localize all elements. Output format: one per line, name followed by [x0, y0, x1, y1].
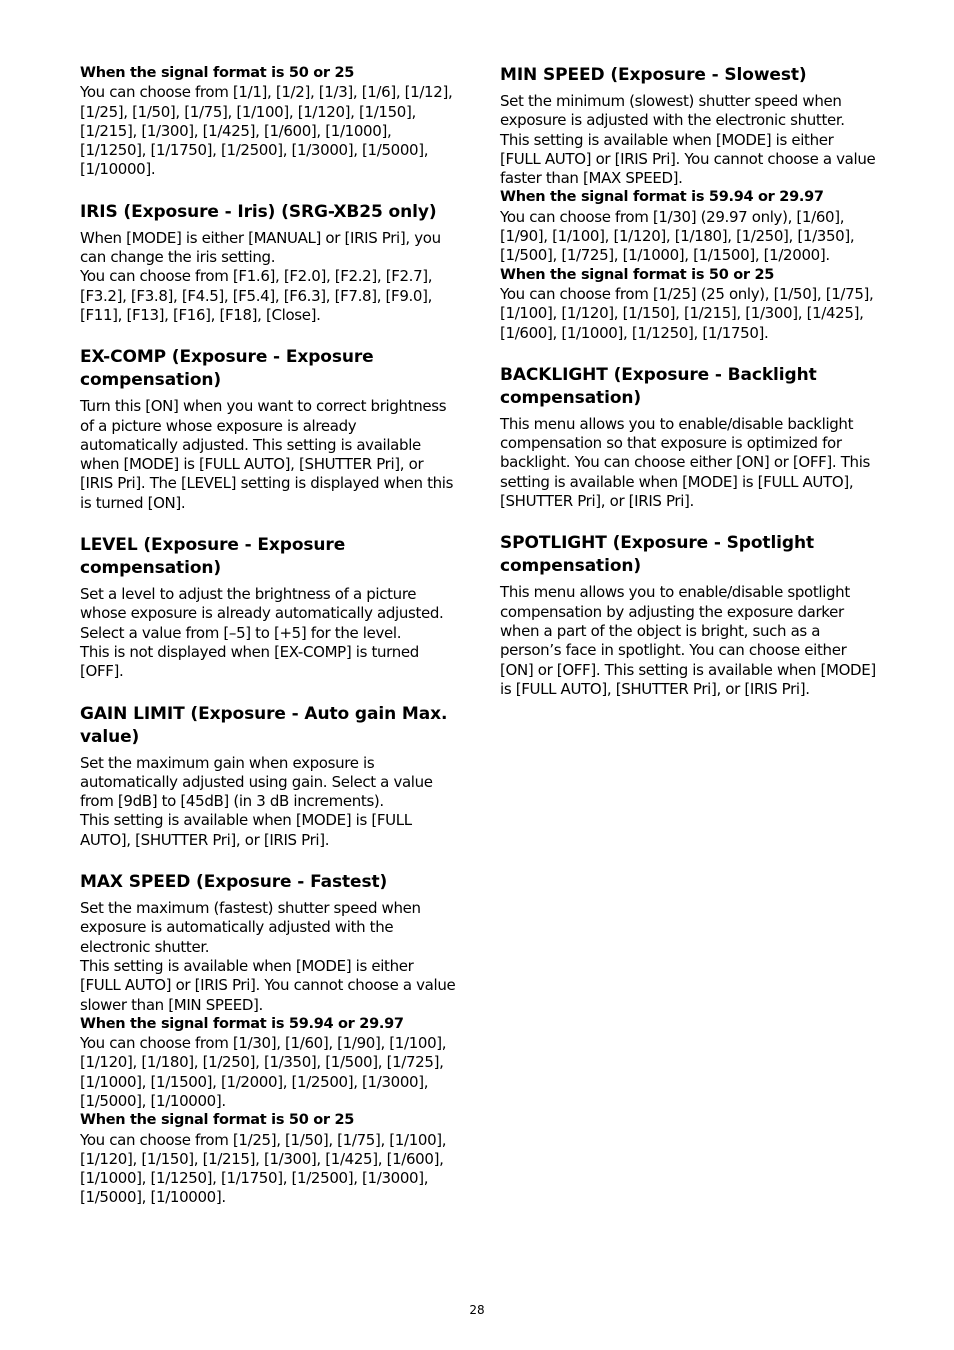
section-title: SPOTLIGHT (Exposure - Spotlight compensation): [500, 533, 814, 577]
level-section: [80, 534, 456, 681]
paragraph: Set the maximum (fastest) shutter speed when exposure is automatically adjusted with the electronic shutter.: [80, 899, 421, 956]
paragraph: This setting is available when [MODE] is [FULL AUTO], [SHUTTER Pri], or [IRIS Pri].: [80, 811, 412, 849]
paragraph: You can choose from [1/1], [1/2], [1/3], [1/6], [1/12], [1/25], [1/50], [1/75], [1/100], [1/120], [1/150], [1/215], [1/300], [1/425], [1/600], [1/1000], [1/1250], [1/1750], [1/2500], [1/3000], [1/5000], [1/10000].: [80, 83, 453, 179]
min-speed-section: [500, 64, 876, 343]
page-number: 28: [469, 1303, 485, 1317]
section-title: MIN SPEED (Exposure - Slowest): [500, 65, 807, 85]
paragraph: This is not displayed when [EX-COMP] is turned [OFF].: [80, 642, 419, 681]
section-title: IRIS (Exposure - Iris) (SRG-XB25 only): [80, 201, 437, 222]
paragraph: You can choose from [1/25] (25 only), [1/50], [1/75], [1/100], [1/120], [1/150], [1/215], [1/300], [1/425], [1/600], [1/1000], [1/1250], [1/1750].: [500, 284, 874, 342]
paragraph: You can choose from [1/30], [1/60], [1/90], [1/100], [1/120], [1/180], [1/250], [1/350], [1/500], [1/725], [1/1000], [1/1500], [1/2000], [1/2500], [1/3000], [1/5000], [1/10000].: [80, 1034, 447, 1110]
section-title: GAIN LIMIT (Exposure - Auto gain Max. value): [80, 703, 448, 747]
shutter-50-25-section: [80, 64, 456, 180]
paragraph: This menu allows you to enable/disable spotlight compensation by adjusting the exposure darker when a part of the object is bright, such as a person’s face in spotlight. You can choose either [ON] or [OFF]. This setting is available when [MODE] is [FULL AUTO], [SHUTTER Pri], or [IRIS Pri].: [500, 583, 876, 698]
paragraph: This setting is available when [MODE] is either [FULL AUTO] or [IRIS Pri]. You cannot choose a value slower than [MIN SPEED].: [80, 956, 456, 1014]
paragraph: This menu allows you to enable/disable backlight compensation so that exposure is optimized for backlight. You can choose either [ON] or [OFF]. This setting is available when [MODE] is [FULL AUTO], [SHUTTER Pri], or [IRIS Pri].: [500, 414, 870, 511]
section-title: LEVEL (Exposure - Exposure compensation): [80, 535, 346, 579]
paragraph: Set a level to adjust the brightness of a picture whose exposure is already automatically adjusted. Select a value from [–5] to [+5] for the level.: [80, 585, 444, 642]
max-speed-section: [80, 871, 456, 1208]
section-title: BACKLIGHT (Exposure - Backlight compensation): [500, 364, 817, 408]
subheading: When the signal format is 59.94 or 29.97: [80, 1015, 404, 1032]
paragraph: You can choose from [F1.6], [F2.0], [F2.2], [F2.7], [F3.2], [F3.8], [F4.5], [F5.4], [F6.3], [F7.8], [F9.0], [F11], [F13], [F16], [F18], [Close].: [80, 267, 433, 324]
backlight-section: [500, 364, 876, 511]
right-column: [500, 64, 876, 720]
spotlight-section: [500, 532, 876, 699]
paragraph: You can choose from [1/30] (29.97 only), [1/60], [1/90], [1/100], [1/120], [1/180], [1/250], [1/350], [1/500], [1/725], [1/1000], [1/1500], [1/2000].: [500, 207, 855, 265]
subheading: When the signal format is 50 or 25: [80, 65, 355, 81]
iris-section: [80, 201, 456, 325]
left-column: [80, 64, 456, 1229]
subheading: When the signal format is 50 or 25: [80, 1112, 355, 1129]
paragraph: When [MODE] is either [MANUAL] or [IRIS Pri], you can change the iris setting.: [80, 228, 441, 267]
subheading: When the signal format is 50 or 25: [500, 266, 775, 283]
section-title: EX-COMP (Exposure - Exposure compensation): [80, 347, 374, 391]
excomp-section: [80, 346, 456, 513]
section-title: MAX SPEED (Exposure - Fastest): [80, 872, 388, 893]
subheading: When the signal format is 59.94 or 29.97: [500, 189, 824, 206]
paragraph: Set the minimum (slowest) shutter speed when exposure is adjusted with the electronic shutter. This setting is available when [MODE] is either [FULL AUTO] or [IRIS Pri]. You cannot choose a value faster than [MAX SPEED].: [500, 92, 876, 188]
paragraph: Set the maximum gain when exposure is automatically adjusted using gain. Select a value from [9dB] to [45dB] (in 3 dB increments).: [80, 753, 433, 811]
paragraph: Turn this [ON] when you want to correct brightness of a picture whose exposure is already automatically adjusted. This setting is available when [MODE] is [FULL AUTO], [SHUTTER Pri], or [IRIS Pri]. The [LEVEL] setting is displayed when this is turned [ON].: [80, 397, 454, 512]
gain-limit-section: [80, 703, 456, 850]
paragraph: You can choose from [1/25], [1/50], [1/75], [1/100], [1/120], [1/150], [1/215], [1/300], [1/425], [1/600], [1/1000], [1/1250], [1/1750], [1/2500], [1/3000], [1/5000], [1/10000].: [80, 1130, 447, 1207]
